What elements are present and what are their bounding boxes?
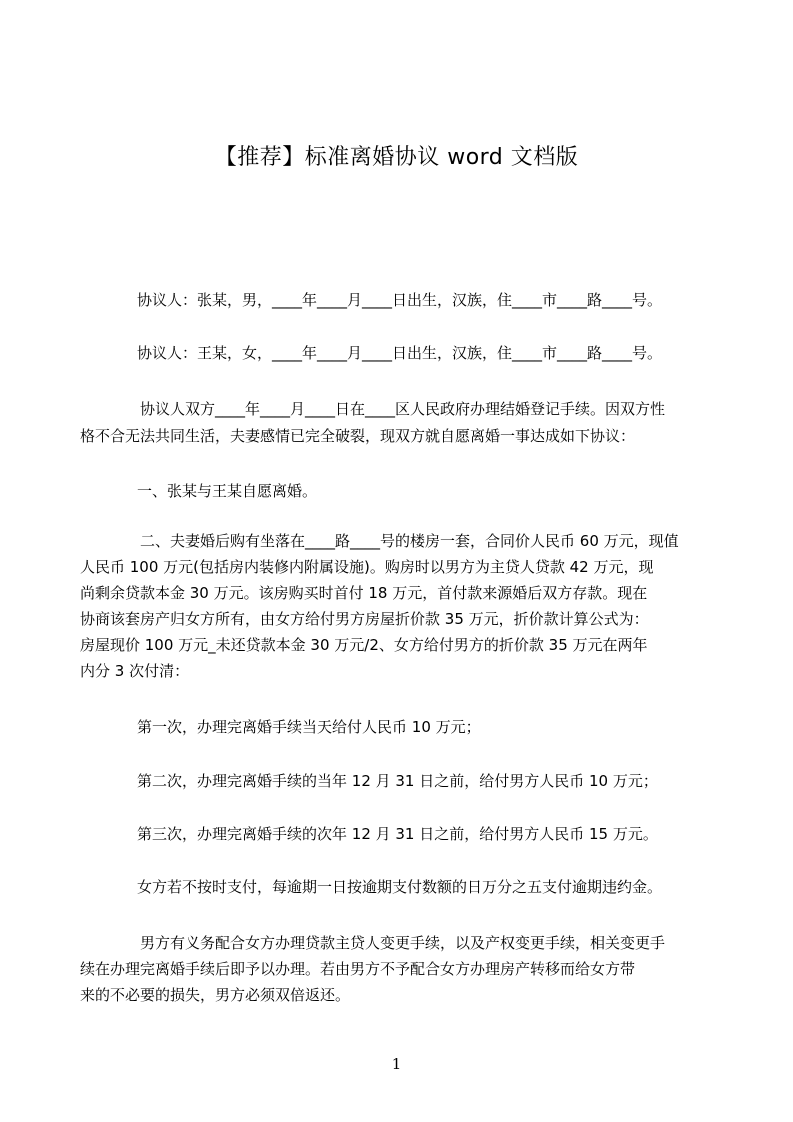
- payment-1: [137, 714, 481, 740]
- paragraph-line: 内分 3 次付清：: [80, 662, 190, 680]
- paragraph-line: 二、夫妻婚后购有坐落在____路____号的楼房一套，合同价人民币 60 万元，现值: [140, 532, 679, 550]
- paragraph-line: 房屋现价 100 万元_未还贷款本金 30 万元/2、女方给付男方的折价款 35 万元在两年: [80, 636, 648, 654]
- paragraph-line: 一、张某与王某自愿离婚。: [137, 482, 318, 500]
- paragraph-line: 男方有义务配合女方办理贷款主贷人变更手续，以及产权变更手续，相关变更手: [140, 934, 666, 952]
- paragraph-party-b: [137, 340, 662, 366]
- clause-1: [137, 478, 317, 504]
- document-title: 【推荐】标准离婚协议 word 文档版: [214, 145, 579, 170]
- cooperation-clause: [80, 930, 665, 1008]
- paragraph-line: 协议人双方____年____月____日在____区人民政府办理结婚登记手续。因双方性: [140, 400, 666, 418]
- payment-2: [137, 768, 658, 794]
- paragraph-line: 协议人：张某，男，____年____月____日出生，汉族，住____市____路____号。: [137, 291, 663, 309]
- penalty-clause: [137, 874, 662, 900]
- paragraph-line: 续在办理完离婚手续后即予以办理。若由男方不予配合女方办理房产转移而给女方带: [80, 960, 636, 978]
- paragraph-line: 协议人：王某，女，____年____月____日出生，汉族，住____市____路____号。: [137, 344, 663, 362]
- paragraph-line: 人民币 100 万元(包括房内装修内附属设施)。购房时以男方为主贷人贷款 42 万元，现: [80, 558, 654, 576]
- paragraph-line: 尚剩余贷款本金 30 万元。该房购买时首付 18 万元，首付款来源婚后双方存款。现在: [80, 584, 648, 602]
- page-number: 1: [391, 1055, 402, 1073]
- paragraph-line: 第二次，办理完离婚手续的当年 12 月 31 日之前，给付男方人民币 10 万元；: [137, 772, 658, 790]
- paragraph-line: 第三次，办理完离婚手续的次年 12 月 31 日之前，给付男方人民币 15 万元。: [137, 825, 658, 843]
- paragraph-line: 女方若不按时支付，每逾期一日按逾期支付数额的日万分之五支付逾期违约金。: [137, 878, 663, 896]
- paragraph-line: 协商该套房产归女方所有，由女方给付男方房屋折价款 35 万元，折价款计算公式为：: [80, 610, 649, 628]
- paragraph-party-a: [137, 287, 662, 313]
- paragraph-line: 第一次，办理完离婚手续当天给付人民币 10 万元；: [137, 718, 481, 736]
- payment-3: [137, 821, 658, 847]
- clause-2: [80, 528, 679, 684]
- paragraph-preamble: [80, 396, 665, 450]
- paragraph-line: 来的不必要的损失，男方必须双倍返还。: [80, 986, 351, 1004]
- paragraph-line: 格不合无法共同生活，夫妻感情已完全破裂，现双方就自愿离婚一事达成如下协议：: [80, 427, 636, 445]
